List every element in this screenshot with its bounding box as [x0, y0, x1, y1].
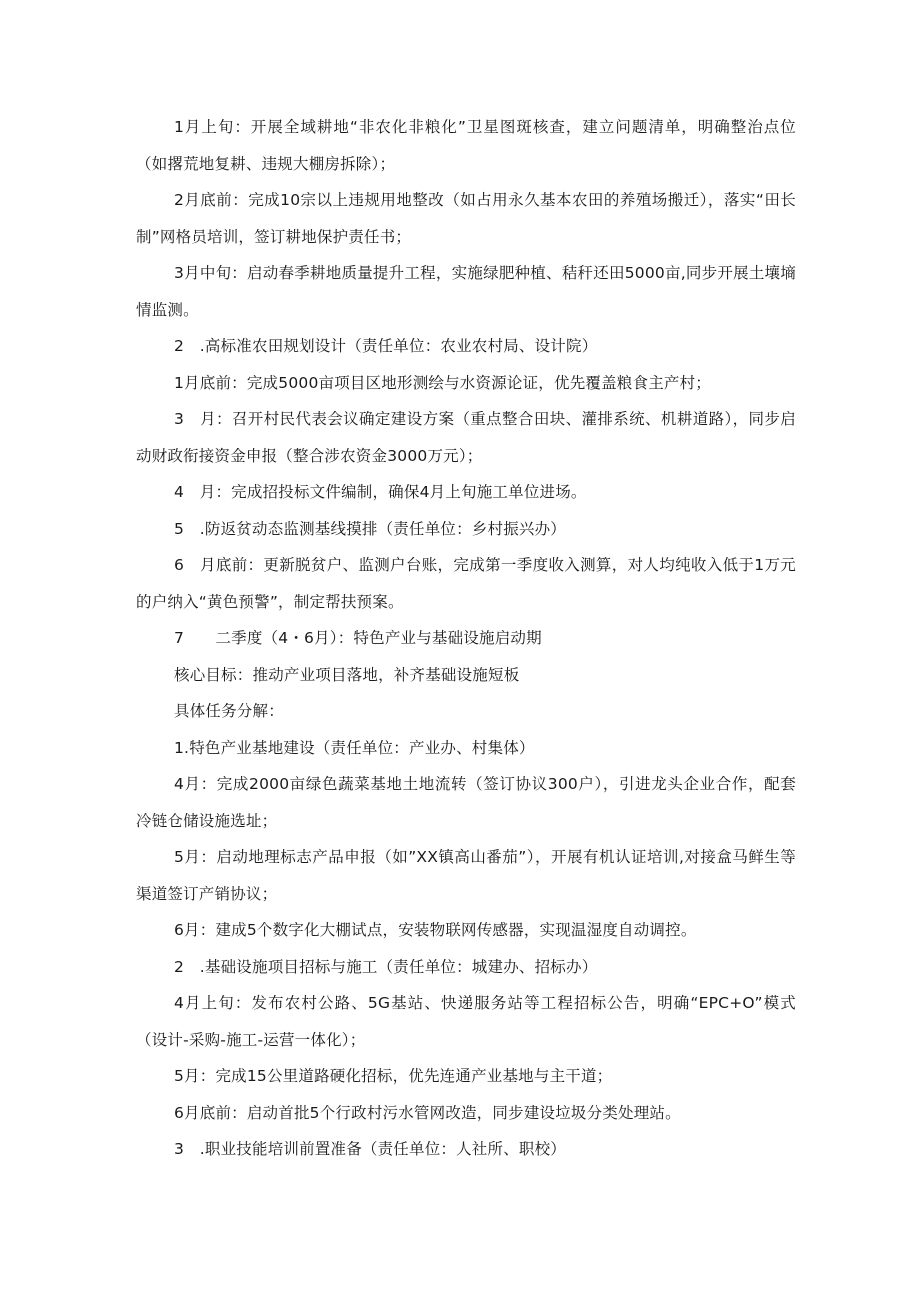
paragraph-apr-bidding-docs: 4 月：完成招投标文件编制，确保4月上旬施工单位进场。 — [174, 483, 587, 501]
paragraph-apr-early-tender: 4月上旬：发布农村公路、5G基站、快递服务站等工程招标公告，明确“EPC+O”模式（设计-采购-施工-运营一体化）； — [136, 994, 796, 1049]
heading-second-quarter: 7 二季度（4・6月）：特色产业与基础设施启动期 — [174, 629, 542, 647]
paragraph-jun-end-sewage: 6月底前：启动首批5个行政村污水管网改造，同步建设垃圾分类处理站。 — [174, 1103, 681, 1122]
heading-infrastructure-bidding: 2 .基础设施项目招标与施工（责任单位：城建办、招标办） — [174, 957, 598, 976]
paragraph-apr-land-transfer: 4月：完成2000亩绿色蔬菜基地土地流转（签订协议300户），引进龙头企业合作，配套冷链仓储设施选址； — [136, 775, 796, 830]
document-body — [136, 109, 796, 1168]
heading-poverty-monitoring: 5 .防返贫动态监测基线摸排（责任单位：乡村振兴办） — [174, 519, 566, 538]
paragraph-task-breakdown-label: 具体任务分解： — [174, 702, 284, 720]
paragraph-jun-digital-greenhouse: 6月：建成5个数字化大棚试点，安装物联网传感器，实现温湿度自动调控。 — [174, 921, 697, 939]
paragraph-feb-land-rectification: 2月底前：完成10宗以上违规用地整改（如占用永久基本农田的养殖场搬迁），落实“田长制”网格员培训，签订耕地保护责任书； — [136, 191, 796, 246]
paragraph-may-geo-label: 5月：启动地理标志产品申报（如”XX镇高山番茄”），开展有机认证培训,对接盒马鲜生等渠道签订产销协议； — [136, 848, 796, 903]
heading-farmland-planning: 2 .高标准农田规划设计（责任单位：农业农村局、设计院） — [174, 337, 598, 355]
heading-vocational-training: 3 .职业技能培训前置准备（责任单位：人社所、职校） — [174, 1140, 566, 1158]
paragraph-jan-end-survey: 1月底前：完成5000亩项目区地形测绘与水资源论证，优先覆盖粮食主产村； — [174, 373, 712, 392]
paragraph-core-goal: 核心目标：推动产业项目落地，补齐基础设施短板 — [174, 665, 520, 684]
paragraph-may-road-hardening: 5月：完成15公里道路硬化招标，优先连通产业基地与主干道； — [174, 1067, 613, 1085]
paragraph-poverty-ledger-update: 6 月底前：更新脱贫户、监测户台账，完成第一季度收入测算，对人均纯收入低于1万元的户纳入“黄色预警”，制定帮扶预案。 — [136, 556, 796, 611]
paragraph-mar-villager-meeting: 3 月：召开村民代表会议确定建设方案（重点整合田块、灌排系统、机耕道路），同步启动财政衔接资金申报（整合涉农资金3000万元）； — [136, 410, 796, 465]
heading-industry-base: 1.特色产业基地建设（责任单位：产业办、村集体） — [174, 738, 535, 757]
paragraph-jan-early-cropland-survey: 1月上旬：开展全域耕地“非农化非粮化”卫星图斑核查，建立问题清单，明确整治点位（如撂荒地复耕、违规大棚房拆除）； — [136, 118, 796, 173]
paragraph-mar-mid-soil-improvement: 3月中旬：启动春季耕地质量提升工程，实施绿肥种植、秸秆还田5000亩,同步开展土壤墒情监测。 — [136, 264, 796, 319]
